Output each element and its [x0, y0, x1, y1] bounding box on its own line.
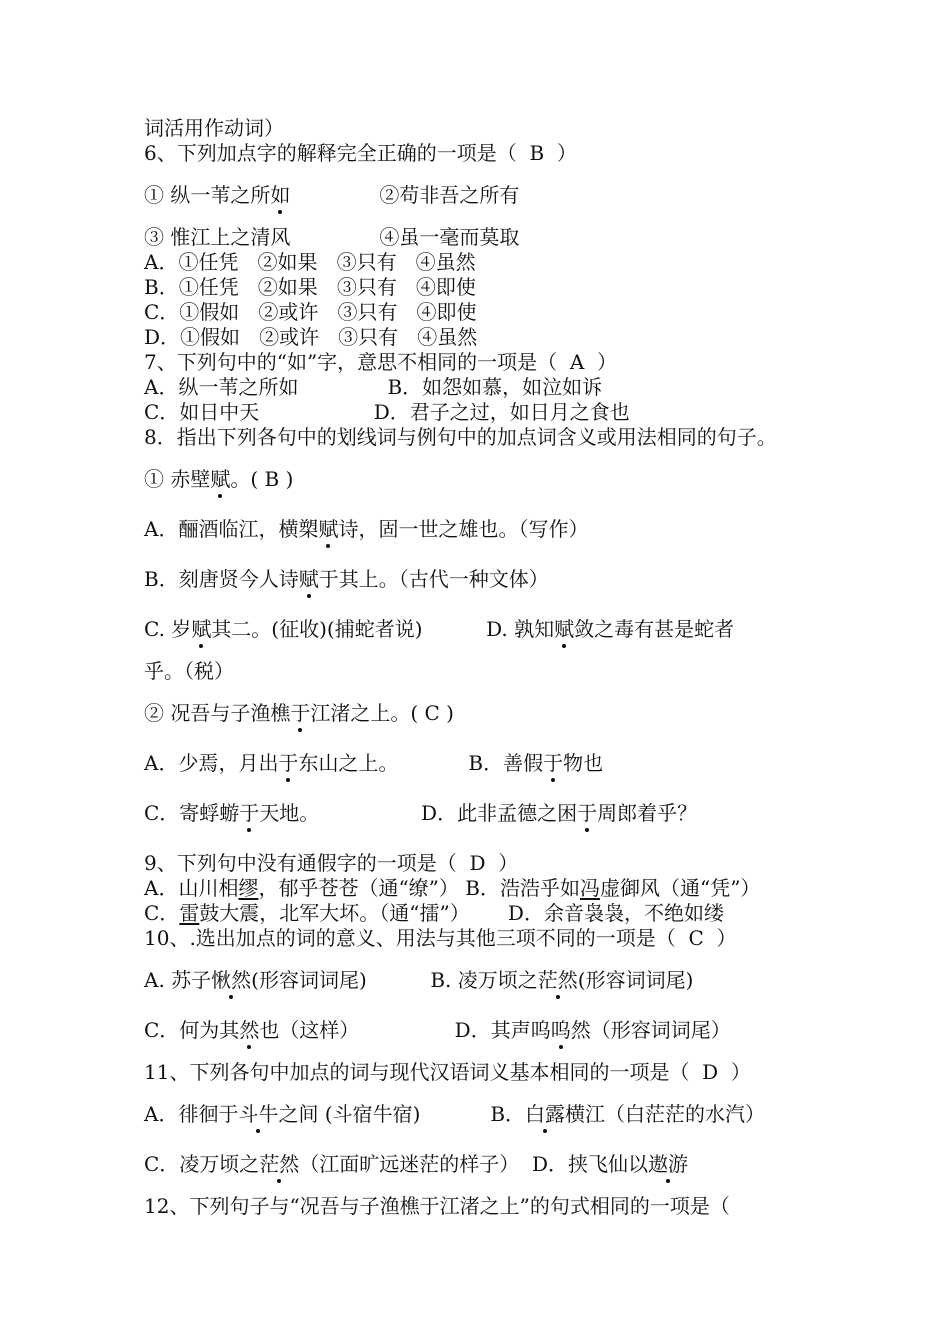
text-span: （形容词词尾）: [590, 1018, 731, 1042]
text-span: A．徘徊于: [144, 1102, 239, 1126]
dotted-character: 然: [239, 1018, 260, 1042]
dotted-character: 赋: [191, 617, 212, 641]
question-7: 7、下列句中的“如”字，意思不相同的一项是（ A ）: [144, 350, 618, 374]
dotted-character: 于: [239, 801, 260, 825]
text-span: 敛之毒有甚是蛇者: [574, 617, 735, 641]
text-span: 物也: [563, 751, 604, 775]
text-span: ① 赤壁: [144, 467, 211, 491]
dotted-character: 赋: [298, 567, 319, 591]
text-span: 诗，固一世之雄也。（写作）: [338, 517, 589, 541]
option-line: [144, 876, 824, 901]
dotted-word: 白露: [525, 1102, 566, 1126]
text-line: [144, 701, 824, 726]
option-line: [144, 1152, 824, 1177]
option-line: [144, 901, 824, 926]
option-b: B．①任凭 ②如果 ③只有 ④即使: [144, 275, 476, 299]
option-line: [144, 517, 824, 542]
question-11: 11、下列各句中加点的词与现代汉语词义基本相同的一项是（ D ）: [144, 1060, 751, 1084]
text-span: ，郁乎苍苍（通“缭”） B．浩浩乎如: [258, 876, 580, 900]
text-line: 乎。（税）: [144, 659, 234, 683]
text-span: A．酾酒临江，横槊: [144, 517, 319, 541]
text-span: 。( B ): [230, 467, 294, 491]
dotted-word: 斗牛: [238, 1102, 279, 1126]
text-line: [144, 467, 824, 492]
text-span: B．刻唐贤今人诗: [144, 567, 299, 591]
option-line: [144, 567, 824, 592]
document-page: [144, 116, 824, 1219]
text-span: 江渚之上。( C ): [310, 701, 454, 725]
text-span: C. 岁: [144, 617, 192, 641]
text-span: C．寄蜉蝣: [144, 801, 240, 825]
text-span: 于其上。（古代一种文体）: [318, 567, 549, 591]
text-span: （江面旷远迷茫的样子） D．挟飞仙以: [299, 1152, 649, 1176]
dotted-word: 愀然: [211, 968, 252, 992]
underlined-character: 缪: [238, 876, 259, 900]
option-line: [144, 1018, 824, 1043]
text-span: A．少焉，月出: [144, 751, 279, 775]
text-span: 也（这样） D．其声: [259, 1018, 531, 1042]
text-span: 虚御风（通“凭”）: [599, 876, 761, 900]
text-span: 横江（白茫茫的水汽）: [565, 1102, 766, 1126]
text-span: A．山川相: [144, 876, 239, 900]
dotted-character: 于: [577, 801, 598, 825]
text-span: 鼓大震，北军大坏。（通“擂”） D．余音袅袅，不绝如缕: [199, 901, 724, 925]
option-line: A．纵一苇之所如 B．如怨如慕，如泣如诉: [144, 375, 603, 399]
dotted-word: 呜呜然: [530, 1018, 591, 1042]
underlined-character: 雷: [179, 901, 200, 925]
text-span: C．凌万顷之: [144, 1152, 260, 1176]
text-line: 词活用作动词）: [144, 116, 284, 140]
text-span: A. 苏子: [144, 968, 212, 992]
option-line: C．如日中天 D．君子之过，如日月之食也: [144, 400, 630, 424]
text-span: ② 况吾与子渔樵: [144, 701, 291, 725]
dotted-character: 于: [278, 751, 299, 775]
text-span: 东山之上。 B．善假: [298, 751, 544, 775]
dotted-character: 于: [543, 751, 564, 775]
text-span: 周郎着乎？: [597, 801, 698, 825]
underlined-character: 冯: [579, 876, 600, 900]
text-line: [144, 183, 824, 208]
text-span: 天地。 D．此非孟德之困: [259, 801, 578, 825]
dotted-character: 如: [270, 183, 291, 207]
question-8: 8．指出下列各句中的划线词与例句中的加点词含义或用法相同的句子。: [144, 425, 777, 449]
option-c: C．①假如 ②或许 ③只有 ④即使: [144, 300, 477, 324]
text-span: 其二。(征收)(捕蛇者说) D. 孰知: [211, 617, 555, 641]
option-d: D．①假如 ②或许 ③只有 ④虽然: [144, 325, 478, 349]
text-line: ③ 惟江上之清风 ④虽一毫而莫取: [144, 225, 520, 249]
text-span: (形容词词尾) B. 凌万顷之: [251, 968, 538, 992]
question-12: 12、下列句子与“况吾与子渔樵于江渚之上”的句式相同的一项是（: [144, 1194, 730, 1218]
text-span: ① 纵一苇之所: [144, 183, 271, 207]
dotted-word: 遨游: [648, 1152, 689, 1176]
text-span: C．何为其: [144, 1018, 240, 1042]
option-line: [144, 1102, 824, 1127]
dotted-word: 茫然: [259, 1152, 300, 1176]
dotted-character: 于: [290, 701, 311, 725]
option-line: [144, 617, 824, 642]
dotted-character: 赋: [210, 467, 231, 491]
option-line: [144, 968, 824, 993]
option-line: [144, 801, 824, 826]
question-6: 6、下列加点字的解释完全正确的一项是（ B ）: [144, 141, 577, 165]
text-span: (形容词词尾): [577, 968, 694, 992]
dotted-character: 赋: [554, 617, 575, 641]
text-span: 之间 (斗宿牛宿) B．: [278, 1102, 526, 1126]
question-9: 9、下列句中没有通假字的一项是（ D ）: [144, 851, 519, 875]
dotted-word: 茫然: [537, 968, 578, 992]
option-line: [144, 751, 824, 776]
text-span: C．: [144, 901, 180, 925]
text-span: ②苟非吾之所有: [290, 183, 520, 207]
dotted-character: 赋: [318, 517, 339, 541]
question-10: 10、.选出加点的词的意义、用法与其他三项不同的一项是（ C ）: [144, 926, 737, 950]
option-a: A．①任凭 ②如果 ③只有 ④虽然: [144, 250, 476, 274]
